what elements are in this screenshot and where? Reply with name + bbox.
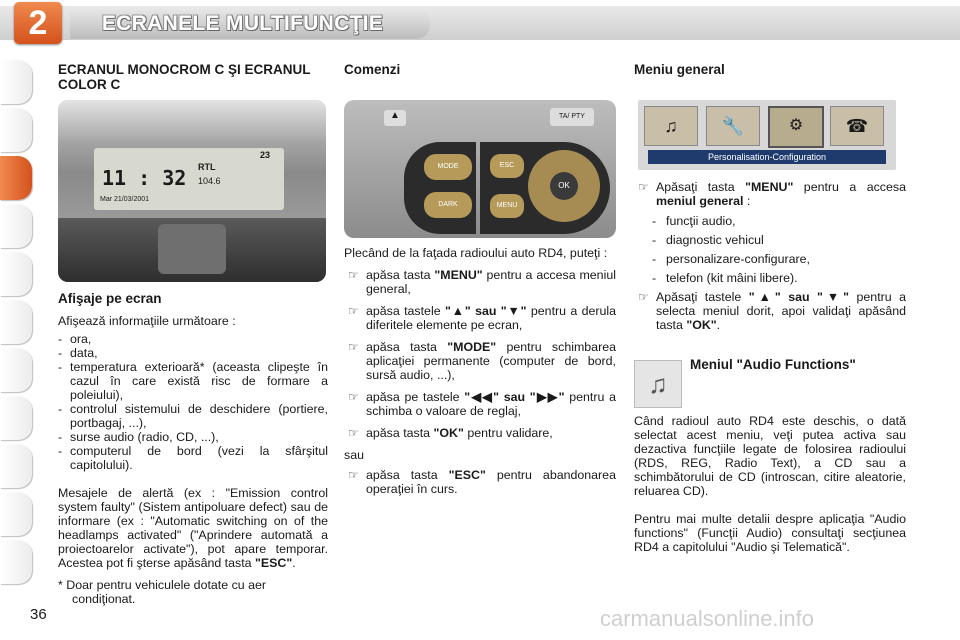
chapter-tab-active[interactable]: [0, 156, 32, 200]
display-radio: RTL: [198, 162, 216, 172]
pointer-icon: ☞: [348, 426, 359, 440]
list-item: ☞ apăsa tastele "▲" sau "▼" pentru a derula diferitele elemente pe ecran,: [348, 304, 617, 332]
chapter-tab[interactable]: [0, 252, 32, 296]
list-item: - ora,: [58, 332, 328, 346]
list-item: - funcţii audio,: [652, 214, 906, 228]
chapter-tabs: [0, 60, 32, 588]
page-header: [0, 0, 960, 48]
page-title: ECRANELE MULTIFUNCŢIE: [102, 12, 384, 35]
alert-paragraph: Mesajele de alertă (ex : "Emission control system faulty" (Sistem antipoluare defect) sau de informare (ex : "Automatic switching on of the headlamps activated" ("Aprindere automată a proiectoarelor activate"), pot apare temporar. Acestea pot fi şterse apăsând tasta "ESC".: [58, 486, 328, 570]
display-temp: 23: [260, 150, 271, 160]
menu-button[interactable]: MENU: [490, 194, 524, 218]
menu-caption: Personalisation-Configuration: [648, 150, 886, 164]
chapter-tab[interactable]: [0, 108, 32, 152]
chapter-tab[interactable]: [0, 204, 32, 248]
display-info-list: [58, 332, 328, 472]
column-display-text: [58, 292, 328, 606]
list-item: - controlul sistemului de deschidere (portiere, portbagaj, ...),: [58, 402, 328, 430]
chapter-number: 2: [14, 2, 62, 44]
paragraph: Pentru mai multe detalii despre aplicaţia "Audio functions" (Funcţii Audio) consultaţi secţiunea RD4 a capitolului "Audio şi Telematică".: [634, 512, 906, 554]
dashboard-top: [58, 100, 326, 140]
footnote: * Doar pentru vehiculele dotate cu aer condiţionat.: [58, 578, 267, 606]
list-item: - temperatura exterioară* (aceasta clipeşte în cazul în care există risc de formare a poleiului),: [58, 360, 328, 402]
chapter-tab[interactable]: [0, 444, 32, 488]
menu-items-list: [634, 214, 906, 285]
multifunction-display: [94, 148, 284, 210]
section-heading: ECRANUL MONOCROM C ŞI ECRANUL COLOR C: [58, 62, 311, 92]
page-number: 36: [30, 606, 47, 623]
dark-button[interactable]: DARK: [424, 192, 472, 218]
wrench-icon[interactable]: 🔧: [706, 106, 760, 146]
list-item: - surse audio (radio, CD, ...),: [58, 430, 328, 444]
list-item: ☞ Apăsaţi tastele "▲" sau "▼" pentru a selecta meniul dorit, apoi validaţi apăsând tasta "OK".: [638, 290, 906, 332]
list-item: ☞ apăsa pe tastele "◀◀" sau "▶▶" pentru a schimba o valoare de reglaj,: [348, 390, 617, 418]
chapter-tab[interactable]: [0, 60, 32, 104]
list-item: - telefon (kit mâini libere).: [652, 271, 906, 285]
list-item: - diagnostic vehicul: [652, 233, 906, 247]
chapter-tab[interactable]: [0, 492, 32, 536]
audio-menu-heading-box: [690, 358, 910, 372]
display-date: Mar 21/03/2001: [100, 196, 150, 203]
section-heading: Meniu general: [634, 62, 725, 77]
ok-button[interactable]: OK: [550, 172, 578, 200]
sub-heading: Afişaje pe ecran: [58, 291, 162, 306]
pointer-icon: ☞: [348, 268, 359, 282]
pointer-icon: ☞: [638, 290, 649, 304]
list-item: ☞ Apăsaţi tasta "MENU" pentru a accesa meniul general :: [638, 180, 906, 208]
sub-heading: Meniul "Audio Functions": [690, 357, 856, 372]
radio-controls-photo: [344, 100, 616, 238]
list-item: - personalizare-configurare,: [652, 252, 906, 266]
intro-text: Plecând de la faţada radioului auto RD4, puteţi :: [344, 246, 608, 260]
pointer-icon: ☞: [348, 304, 359, 318]
eject-icon[interactable]: ▲: [384, 110, 406, 126]
chapter-tab[interactable]: [0, 300, 32, 344]
settings-icon[interactable]: ⚙: [768, 106, 824, 148]
list-item: ☞ apăsa tasta "MENU" pentru a accesa meniul general,: [348, 268, 616, 296]
list-item: - computerul de bord (vezi la sfârşitul capitolului).: [58, 444, 328, 472]
pointer-icon: ☞: [348, 468, 359, 482]
chapter-tab[interactable]: [0, 396, 32, 440]
audio-functions-icon: ♫: [634, 360, 682, 408]
list-item: ☞ apăsa tasta "OK" pentru validare,: [348, 426, 553, 440]
center-vent: [158, 224, 226, 274]
column-menu: [634, 62, 906, 77]
esc-button[interactable]: ESC: [490, 154, 524, 178]
list-item: ☞ apăsa tasta "MODE" pentru schimbarea aplicaţiei permanente (computer de bord, sursă audio, ...),: [348, 340, 616, 382]
audio-functions-icon[interactable]: ♫: [644, 106, 698, 146]
display-time: 11 : 32: [102, 166, 187, 190]
column-controls-text: [344, 246, 616, 496]
pointer-icon: ☞: [348, 390, 359, 404]
column-menu-text: [634, 180, 906, 332]
general-menu-screen: [638, 100, 896, 170]
column-display: [58, 62, 328, 92]
mode-button[interactable]: MODE: [424, 154, 472, 180]
alert-text: Mesajele de alertă (ex : "Emission control system faulty" (Sistem antipoluare defect) sau de informare (ex : "Automatic switching on of the headlamps activated" ("Aprindere automată a proiectoarelor activate"), pot apare temporar. Acestea pot fi şterse apăsând tasta: [58, 486, 328, 570]
display-photo: [58, 100, 326, 282]
or-text: sau: [344, 448, 364, 462]
chapter-tab[interactable]: [0, 540, 32, 584]
pointer-icon: ☞: [638, 180, 649, 194]
phone-icon[interactable]: ☎: [830, 106, 884, 146]
intro-text: Afişează informaţiile următoare :: [58, 314, 236, 328]
list-item: ☞ apăsa tasta "ESC" pentru abandonarea operaţiei în curs.: [348, 468, 616, 496]
display-freq: 104.6: [198, 176, 221, 186]
chapter-tab[interactable]: [0, 348, 32, 392]
audio-menu-text: [634, 414, 906, 554]
section-heading: Comenzi: [344, 62, 401, 77]
watermark: carmanualsonline.info: [600, 606, 815, 631]
paragraph: Când radioul auto RD4 este deschis, o dată selectat acest meniu, veţi putea activa sau dezactiva funcţiile legate de folosirea radioului (RDS, REG, Radio Text), a CD sau a schimbătorului de CD (introscan, citire aleatorie, reluarea CD).: [634, 414, 906, 498]
ta-pty-button[interactable]: TA/ PTY: [550, 108, 594, 126]
esc-key-label: "ESC": [255, 556, 293, 570]
list-item: - data,: [58, 346, 328, 360]
pointer-icon: ☞: [348, 340, 359, 354]
column-controls: [344, 62, 616, 77]
